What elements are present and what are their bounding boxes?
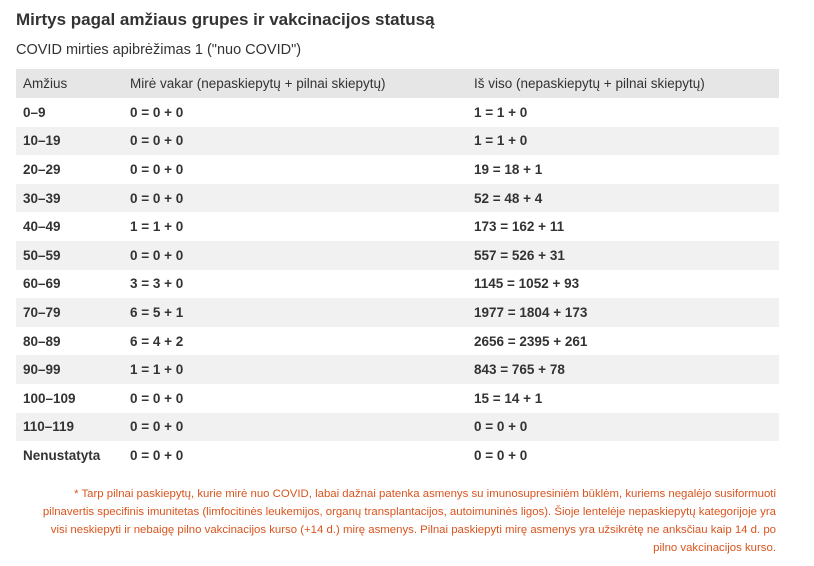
- cell-total: 1977 = 1804 + 173: [467, 298, 779, 327]
- cell-age-group: 50–59: [16, 241, 123, 270]
- cell-died-yesterday: 0 = 0 + 0: [130, 447, 184, 463]
- footnote: * Tarp pilnai paskiepytų, kurie mirė nuo COVID, labai dažnai patenka asmenys su imunosupresiniėm būklėm, kuriems negalėjo susiformuoti pilnavertis specifinis imunitetas (limfocitinės leukemijos, organų transplantacijos, autoimuninės ligos). Šioje lentelėje nepaskiepytų kategorijoje yra visi neskiepyti ir nebaigę pilno vakcinacijos kurso (+14 d.) mirę asmenys. Pilnai paskiepyti mirę asmenys yra užsikrėtę ne anksčiau kaip 14 d. po pilno vakcinacijos kurso.: [42, 488, 776, 554]
- table-header-row: [16, 69, 779, 98]
- cell-total: 1145 = 1052 + 93: [474, 276, 580, 292]
- table-row: [16, 384, 779, 413]
- cell-age-group: Nenustatyta: [23, 447, 101, 463]
- cell-died-yesterday: 1 = 1 + 0: [123, 355, 467, 384]
- cell-total: 52 = 48 + 4: [467, 184, 779, 213]
- deaths-table: [16, 69, 779, 470]
- table-row: [16, 241, 779, 270]
- cell-died-yesterday: 0 = 0 + 0: [123, 127, 467, 156]
- cell-total: 0 = 0 + 0: [474, 447, 528, 463]
- cell-total: 173 = 162 + 11: [474, 219, 565, 235]
- cell-died-yesterday: 0 = 0 + 0: [130, 104, 184, 120]
- cell-age-group: 30–39: [16, 184, 123, 213]
- cell-died-yesterday: 0 = 0 + 0: [123, 413, 467, 442]
- cell-total: 0 = 0 + 0: [467, 413, 779, 442]
- table-row: [16, 355, 779, 384]
- table-row: [16, 155, 779, 184]
- cell-age-group: 70–79: [16, 298, 123, 327]
- cell-age-group: 110–119: [16, 413, 123, 442]
- table-row: [16, 441, 779, 470]
- cell-total: 843 = 765 + 78: [467, 355, 779, 384]
- cell-age-group: 40–49: [23, 219, 61, 235]
- cell-died-yesterday: 6 = 5 + 1: [123, 298, 467, 327]
- cell-age-group: 0–9: [23, 104, 46, 120]
- cell-age-group: 90–99: [16, 355, 123, 384]
- page-title: Mirtys pagal amžiaus grupes ir vakcinacijos statusą: [16, 10, 435, 29]
- cell-total: 1 = 1 + 0: [474, 104, 528, 120]
- cell-age-group: 80–89: [23, 333, 61, 349]
- cell-died-yesterday: 0 = 0 + 0: [123, 184, 467, 213]
- cell-age-group: 100–109: [23, 390, 76, 406]
- table-row: [16, 127, 779, 156]
- table-row: [16, 184, 779, 213]
- cell-died-yesterday: 0 = 0 + 0: [130, 161, 184, 177]
- cell-died-yesterday: 3 = 3 + 0: [130, 276, 184, 292]
- page-subtitle: COVID mirties apibrėžimas 1 ("nuo COVID"): [16, 42, 302, 58]
- header-age: Amžius: [16, 69, 123, 98]
- cell-total: 15 = 14 + 1: [474, 390, 543, 406]
- table-row: [16, 98, 779, 127]
- cell-age-group: 60–69: [23, 276, 61, 292]
- cell-total: 1 = 1 + 0: [467, 127, 779, 156]
- table-row: [16, 298, 779, 327]
- header-died-yesterday: Mirė vakar (nepaskiepytų + pilnai skiepytų): [123, 69, 467, 98]
- cell-died-yesterday: 0 = 0 + 0: [123, 241, 467, 270]
- cell-died-yesterday: 6 = 4 + 2: [130, 333, 184, 349]
- cell-total: 19 = 18 + 1: [474, 161, 543, 177]
- cell-total: 2656 = 2395 + 261: [474, 333, 588, 349]
- table-row: [16, 212, 779, 241]
- cell-died-yesterday: 0 = 0 + 0: [130, 390, 184, 406]
- table-row: [16, 270, 779, 299]
- cell-age-group: 10–19: [16, 127, 123, 156]
- cell-died-yesterday: 1 = 1 + 0: [130, 219, 184, 235]
- cell-age-group: 20–29: [23, 161, 61, 177]
- table-body: [16, 98, 779, 470]
- table-row: [16, 327, 779, 356]
- table-row: [16, 413, 779, 442]
- header-total: Iš viso (nepaskiepytų + pilnai skiepytų): [467, 69, 779, 98]
- cell-total: 557 = 526 + 31: [467, 241, 779, 270]
